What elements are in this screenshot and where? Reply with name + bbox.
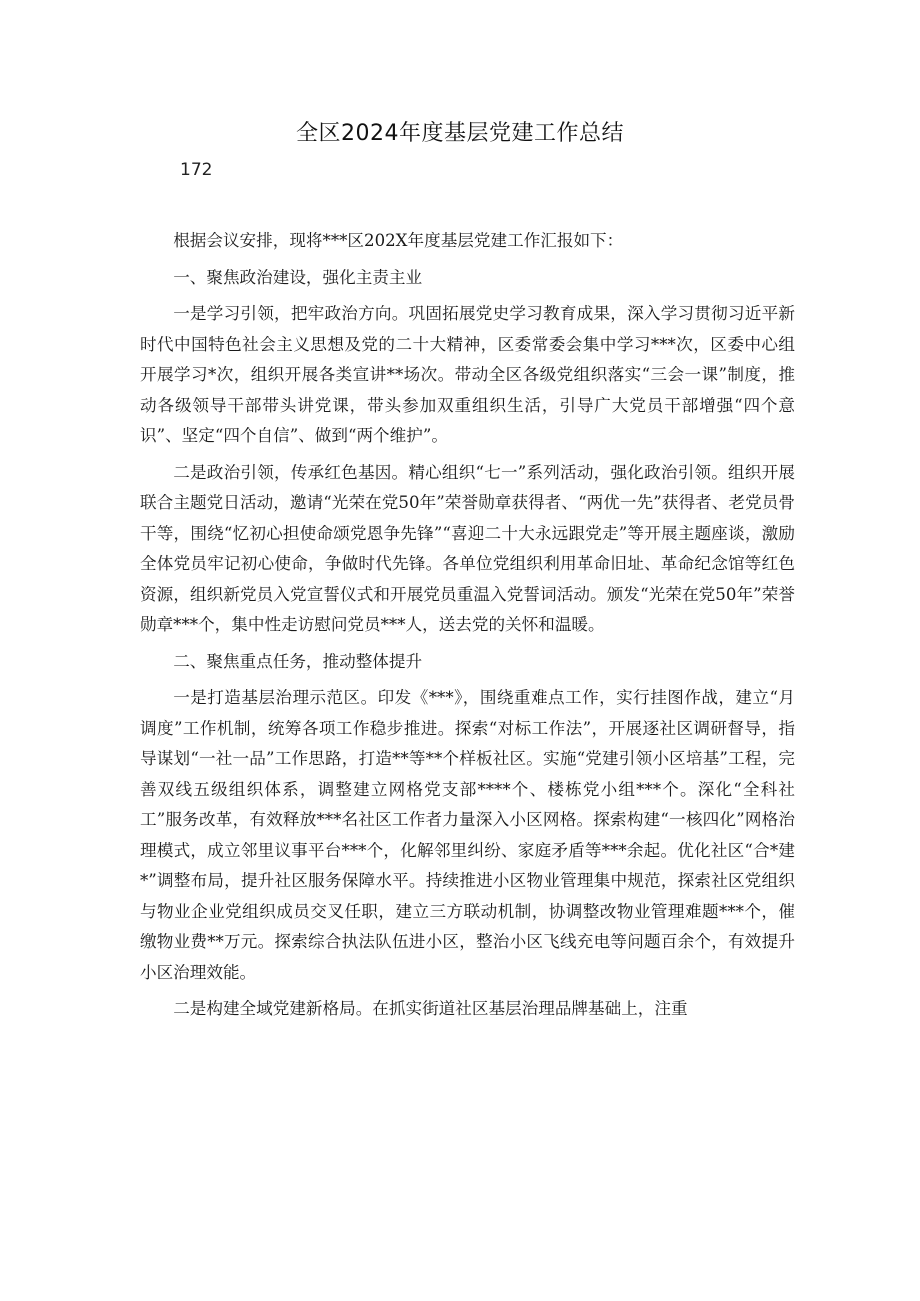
section-1-paragraph-1: 一是学习引领，把牢政治方向。巩固拓展党史学习教育成果，深入学习贯彻习近平新时代中国特色社会主义思想及党的二十大精神，区委常委会集中学习***次，区委中心组开展学习*次，组织开展各类宣讲**场次。带动全区各级党组织落实“三会一课”制度，推动各级领导干部带头讲党课，带头参加双重组织生活，引导广大党员干部增强“四个意识”、坚定“四个自信”、做到“两个维护”。 (140, 304, 795, 445)
section-heading-1: 一、聚焦政治建设，强化主责主业 (173, 267, 423, 287)
section-2-paragraph-1: 一是打造基层治理示范区。印发《***》，围绕重难点工作，实行挂图作战，建立“月调度”工作机制，统筹各项工作稳步推进。探索“对标工作法”，开展逐社区调研督导，指导谋划“一社一品”工作思路，打造**等**个样板社区。实施“党建引领小区培基”工程，完善双线五级组织体系，调整建立网格党支部****个、楼栋党小组***个。深化“全科社工”服务改革，有效释放***名社区工作者力量深入小区网格。探索构建“一核四化”网格治理模式，成立邻里议事平台***个，化解邻里纠纷、家庭矛盾等***余起。优化社区“合*建*”调整布局，提升社区服务保障水平。持续推进小区物业管理集中规范，探索社区党组织与物业企业党组织成员交叉任职，建立三方联动机制，协调整改物业管理难题***个，催缴物业费**万元。探索综合执法队伍进小区，整治小区飞线充电等问题百余个，有效提升小区治理效能。 (140, 688, 795, 982)
section-2-paragraph-2: 二是构建全域党建新格局。在抓实街道社区基层治理品牌基础上，注重 (173, 999, 688, 1018)
intro-paragraph: 根据会议安排，现将***区202X年度基层党建工作汇报如下： (173, 231, 624, 250)
section-heading-2: 二、聚焦重点任务，推动整体提升 (173, 651, 423, 671)
document-number: 172 (180, 160, 213, 180)
section-1-paragraph-2: 二是政治引领，传承红色基因。精心组织“七一”系列活动，强化政治引领。组织开展联合主题党日活动，邀请“光荣在党50年”荣誉勋章获得者、“两优一先”获得者、老党员骨干等，围绕“忆初心担使命颂党恩争先锋”“喜迎二十大永远跟党走”等开展主题座谈，激励全体党员牢记初心使命，争做时代先锋。各单位党组织利用革命旧址、革命纪念馆等红色资源，组织新党员入党宣誓仪式和开展党员重温入党誓词活动。颁发“光荣在党50年”荣誉勋章***个，集中性走访慰问党员***人，送去党的关怀和温暖。 (140, 462, 795, 634)
document-body (140, 226, 795, 1031)
document-title: 全区2024年度基层党建工作总结 (296, 121, 624, 146)
